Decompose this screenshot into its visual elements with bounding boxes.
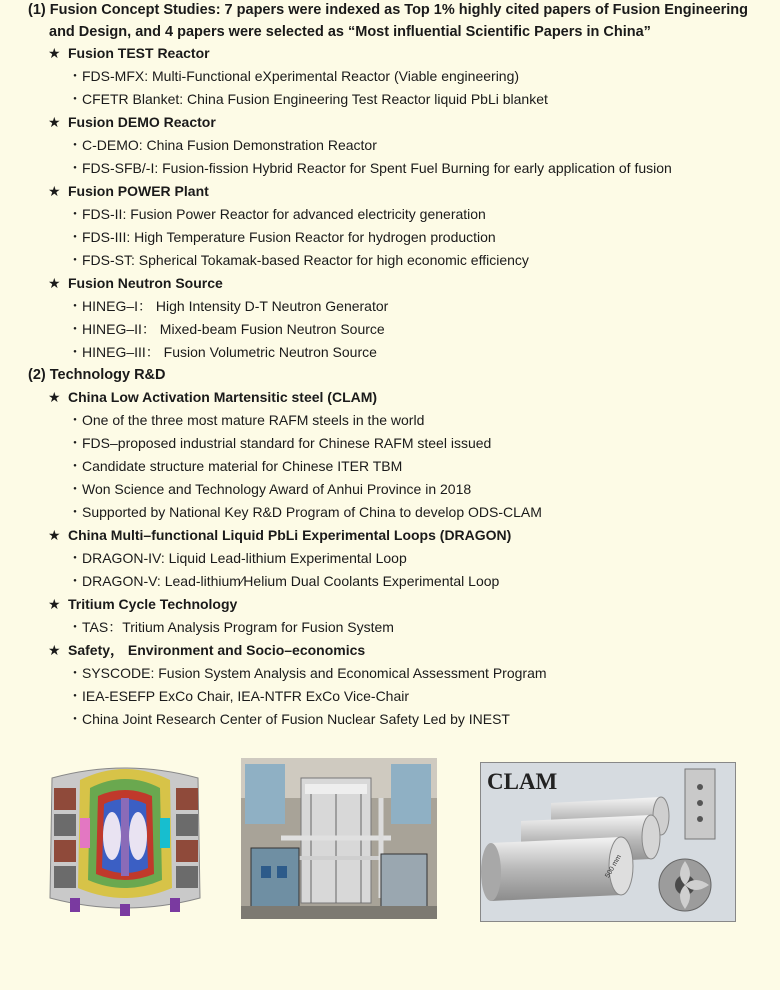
bullet-icon: ・: [68, 321, 82, 337]
star-icon: ★: [48, 183, 61, 199]
group-title: Safety， Environment and Socio–economics: [68, 642, 366, 658]
bullet-icon: ・: [68, 344, 82, 360]
item-text: DRAGON-V: Lead-lithium∕Helium Dual Coolants Experimental Loop: [82, 573, 500, 589]
list-item: [68, 410, 424, 430]
item-text: HINEG–I： High Intensity D-T Neutron Generator: [82, 298, 389, 314]
group-title: Fusion TEST Reactor: [68, 45, 210, 61]
group-title: Fusion POWER Plant: [68, 183, 209, 199]
list-item: [68, 66, 519, 86]
item-text: SYSCODE: Fusion System Analysis and Economical Assessment Program: [82, 665, 547, 681]
bullet-icon: ・: [68, 160, 82, 176]
group-title: China Low Activation Martensitic steel (CLAM): [68, 389, 378, 405]
bullet-icon: ・: [68, 665, 82, 681]
item-text: DRAGON-IV: Liquid Lead-lithium Experimental Loop: [82, 550, 407, 566]
list-item: [68, 571, 499, 591]
item-text: Won Science and Technology Award of Anhui Province in 2018: [82, 481, 472, 497]
item-text: FDS-MFX: Multi-Functional eXperimental Reactor (Viable engineering): [82, 68, 520, 84]
list-item: [68, 227, 496, 247]
bullet-icon: ・: [68, 550, 82, 566]
item-text: FDS-ST: Spherical Tokamak-based Reactor for high economic efficiency: [82, 252, 529, 268]
dragon-loop-photo: [241, 758, 437, 919]
item-text: C-DEMO: China Fusion Demonstration Reactor: [82, 137, 377, 153]
item-text: China Joint Research Center of Fusion Nuclear Safety Led by INEST: [82, 711, 510, 727]
bullet-icon: ・: [68, 252, 82, 268]
clam-title: CLAM: [487, 769, 558, 794]
item-text: FDS–proposed industrial standard for Chinese RAFM steel issued: [82, 435, 492, 451]
star-icon: ★: [48, 527, 61, 543]
star-icon: ★: [48, 114, 61, 130]
clam-steel-photo: [480, 762, 736, 922]
list-item: [68, 479, 471, 499]
section-2-heading: (2) Technology R&D: [28, 367, 166, 383]
group-title: China Multi–functional Liquid PbLi Experimental Loops (DRAGON): [68, 527, 512, 543]
bullet-icon: ・: [68, 68, 82, 84]
section-1-heading-line1: (1) Fusion Concept Studies: 7 papers were indexed as Top 1% highly cited papers of Fusion Engineering: [28, 2, 749, 18]
bullet-icon: ・: [68, 435, 82, 451]
star-icon: ★: [48, 45, 61, 61]
group-dragon: [48, 525, 511, 545]
group-clam: [48, 387, 377, 407]
bullet-icon: ・: [68, 298, 82, 314]
list-item: [68, 663, 547, 683]
list-item: [68, 433, 491, 453]
star-icon: ★: [48, 389, 61, 405]
item-text: HINEG–III： Fusion Volumetric Neutron Source: [82, 344, 377, 360]
list-item: [68, 709, 510, 729]
item-text: HINEG–II： Mixed-beam Fusion Neutron Source: [82, 321, 385, 337]
list-item: [68, 342, 377, 362]
reactor-cutaway-image: [40, 758, 210, 920]
group-title: Fusion DEMO Reactor: [68, 114, 216, 130]
list-item: [68, 617, 394, 637]
item-text: FDS-II: Fusion Power Reactor for advanced electricity generation: [82, 206, 486, 222]
bullet-icon: ・: [68, 573, 82, 589]
list-item: [68, 296, 388, 316]
group-neutron-source: [48, 273, 223, 293]
item-text: One of the three most mature RAFM steels in the world: [82, 412, 425, 428]
list-item: [68, 135, 377, 155]
item-text: IEA-ESEFP ExCo Chair, IEA-NTFR ExCo Vice-Chair: [82, 688, 410, 704]
list-item: [68, 204, 486, 224]
item-text: FDS-SFB/-I: Fusion-fission Hybrid Reactor for Spent Fuel Burning for early application of fusion: [82, 160, 672, 176]
item-text: FDS-III: High Temperature Fusion Reactor for hydrogen production: [82, 229, 496, 245]
section-1-heading: [28, 0, 768, 43]
item-text: Supported by National Key R&D Program of China to develop ODS-CLAM: [82, 504, 542, 520]
bullet-icon: ・: [68, 229, 82, 245]
group-title: Tritium Cycle Technology: [68, 596, 238, 612]
section-1-heading-line2: and Design, and 4 papers were selected as “Most influential Scientific Papers in China”: [49, 24, 651, 40]
item-text: Candidate structure material for Chinese ITER TBM: [82, 458, 403, 474]
bullet-icon: ・: [68, 137, 82, 153]
list-item: [68, 548, 407, 568]
item-text: CFETR Blanket: China Fusion Engineering Test Reactor liquid PbLi blanket: [82, 91, 548, 107]
list-item: [68, 89, 548, 109]
group-title: Fusion Neutron Source: [68, 275, 223, 291]
bullet-icon: ・: [68, 504, 82, 520]
list-item: [68, 158, 672, 178]
bullet-icon: ・: [68, 412, 82, 428]
star-icon: ★: [48, 642, 61, 658]
list-item: [68, 502, 542, 522]
star-icon: ★: [48, 275, 61, 291]
bullet-icon: ・: [68, 481, 82, 497]
group-test-reactor: [48, 43, 210, 63]
group-tritium: [48, 594, 237, 614]
bullet-icon: ・: [68, 688, 82, 704]
list-item: [68, 250, 529, 270]
list-item: [68, 456, 402, 476]
star-icon: ★: [48, 596, 61, 612]
list-item: [68, 319, 385, 339]
bullet-icon: ・: [68, 711, 82, 727]
bullet-icon: ・: [68, 91, 82, 107]
bullet-icon: ・: [68, 458, 82, 474]
dimension-label: 500 mm: [604, 853, 624, 880]
bullet-icon: ・: [68, 206, 82, 222]
list-item: [68, 686, 409, 706]
group-power-plant: [48, 181, 209, 201]
group-demo-reactor: [48, 112, 216, 132]
bullet-icon: ・: [68, 619, 82, 635]
group-safety: [48, 640, 365, 660]
item-text: TAS：Tritium Analysis Program for Fusion System: [82, 619, 394, 635]
